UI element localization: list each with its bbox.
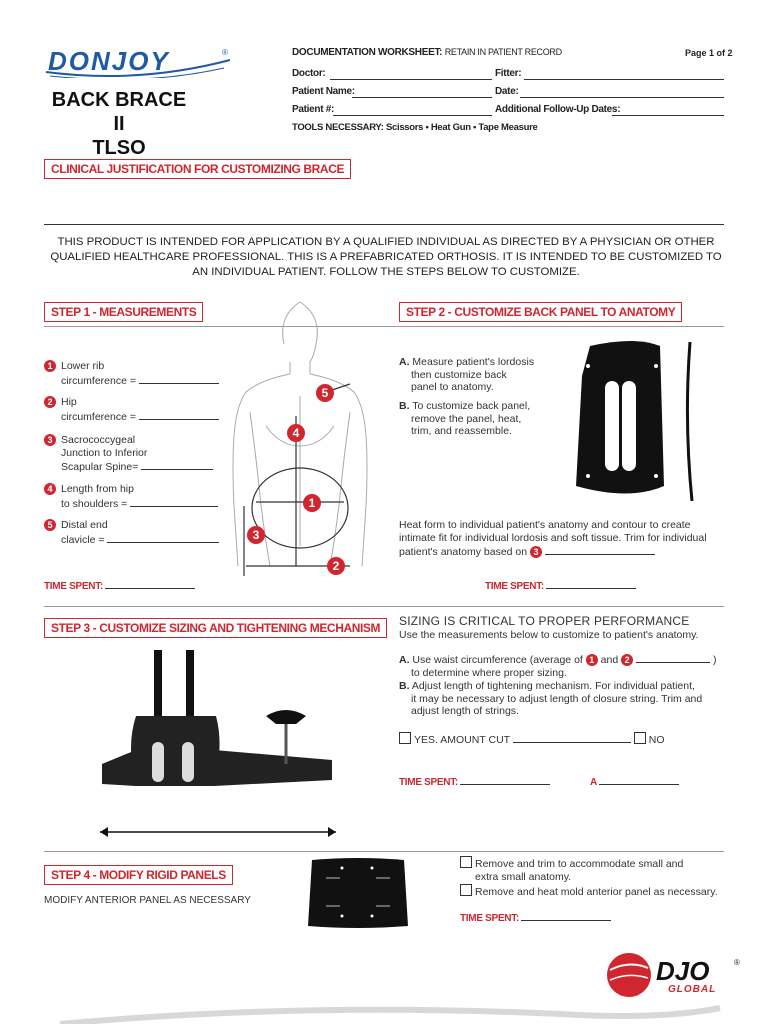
djo-global-logo [606,952,746,1002]
measurement-field[interactable] [139,373,219,384]
product-name [44,88,194,160]
product-name-line2: TLSO [92,137,146,159]
heat-form-line: Heat form to individual patient's anatomy and contour to create [399,519,691,531]
global-text: GLOBAL [668,984,717,995]
time-spent-label: TIME SPENT: [460,913,519,924]
step2-a-text: then customize back [411,368,507,381]
step3-time-spent [399,774,550,788]
follow-up-field[interactable] [612,115,724,116]
step3-a-text: to determine where proper sizing. [411,666,567,679]
clinical-justification-title: CLINICAL JUSTIFICATION FOR CUSTOMIZING BRACE [44,159,351,179]
option-text: Remove and trim to accommodate small and [475,858,684,870]
step1-time-spent [44,578,195,592]
time-spent-label: TIME SPENT: [485,581,544,592]
measurement-label: to shoulders = [61,497,128,510]
option-text: Remove and heat mold anterior panel as necessary. [475,886,718,898]
yes-checkbox[interactable] [399,732,411,744]
page-number: Page 1 of 2 [685,48,733,58]
measurement-3 [44,434,221,474]
patient-name-field[interactable] [352,97,492,98]
worksheet-note: RETAIN IN PATIENT RECORD [444,47,562,57]
diagram-badge-3: 3 [247,526,265,544]
step3-a-text: ) [712,654,717,666]
yes-label: YES. AMOUNT CUT [414,734,510,746]
step3-instruction-a [399,652,729,679]
fitter-label: Fitter: [495,68,522,79]
measurement-badge: 3 [44,434,56,446]
donjoy-logo-text: DONJOY [48,46,170,76]
measurement-label: Lower rib [61,360,105,372]
step2-a-text: panel to anatomy. [411,381,494,393]
intro-text: THIS PRODUCT IS INTENDED FOR APPLICATION BY A QUALIFIED INDIVIDUAL AS DIRECTED BY A PHYSICIAN OR OTHER QUALIFIED HEALTHCARE PROFESSIONAL. THIS IS A PREFABRICATED ORTHOSIS. IT IS INTENDED TO BE CUSTOMIZED TO AN INDIVIDUAL PATIENT. FOLLOW THE STEPS BELOW TO CUSTOMIZE. [50,236,722,278]
brace-tightening-image [96,646,346,846]
diagram-badge-4: 4 [287,424,305,442]
amount-cut-field[interactable] [513,732,631,743]
option-text: extra small anatomy. [475,870,572,883]
sizing-subtitle: Use the measurements below to customize to patient's anatomy. [399,629,699,641]
tools-necessary: TOOLS NECESSARY: Scissors • Heat Gun • Tape Measure [292,122,538,133]
anterior-panel-image [306,856,410,930]
measurement-5 [44,519,221,546]
heat-form-badge: 3 [530,546,542,558]
trim-checkbox[interactable] [460,856,472,868]
measurement-field[interactable] [139,409,219,420]
measurement-field[interactable] [141,459,213,470]
step2-b-text: remove the panel, heat, [411,412,522,425]
measurement-badge: 2 [44,396,56,408]
step3-a-text: and [600,654,619,666]
measurement-badge: 1 [44,360,56,372]
step3-b-text: it may be necessary to adjust length of closure string. Trim and [411,692,703,705]
measurement-label: circumference = [61,410,136,423]
step2-time-spent [485,578,636,592]
measurement-label: Junction to Inferior [61,446,148,459]
measurement-label: circumference = [61,374,136,387]
time-spent-label: TIME SPENT: [44,581,103,592]
a-label: A [590,777,597,788]
measurement-label: Distal end [61,519,108,531]
step2-instruction-b [399,400,549,438]
step-divider [44,851,724,852]
back-panel-illustration [560,336,710,506]
measurement-field[interactable] [130,496,218,507]
djo-text: DJO [656,956,710,986]
date-field[interactable] [520,97,724,98]
step4-option-1 [460,856,740,883]
step4-time-spent [460,910,611,924]
step1-title: STEP 1 - MEASUREMENTS [44,302,203,322]
heat-mold-checkbox[interactable] [460,884,472,896]
measurement-label: Length from hip [61,483,134,495]
step3-b-text: Adjust length of tightening mechanism. For individual patient, [411,680,695,692]
djo-globe-icon [606,952,652,998]
diagram-badge-5: 5 [316,384,334,402]
follow-up-label: Additional Follow-Up Dates: [495,104,621,115]
measurement-label: Scapular Spine= [61,461,139,473]
diagram-badge-1: 1 [303,494,321,512]
step2-a-text: Measure patient's lordosis [412,356,535,368]
back-panel-image [560,336,710,506]
measurement-badge: 1 [586,654,598,666]
heat-form-text [399,519,724,559]
worksheet-label: DOCUMENTATION WORKSHEET: [292,47,443,58]
step3-a-measure [590,774,679,788]
time-spent-field[interactable] [105,578,195,589]
step4-subtitle: MODIFY ANTERIOR PANEL AS NECESSARY [44,895,251,906]
measurement-1 [44,360,221,387]
heat-form-line: intimate fit for individual lordosis and soft tissue. Trim for individual [399,531,707,544]
time-spent-label: TIME SPENT: [399,777,458,788]
time-spent-field[interactable] [460,774,550,785]
step-letter: A. [399,356,410,368]
worksheet-title-row [292,47,562,58]
measurement-label: Hip [61,396,77,408]
brace-illustration [96,646,346,846]
sizing-title: SIZING IS CRITICAL TO PROPER PERFORMANCE [399,614,690,628]
doctor-field[interactable] [330,79,492,80]
waist-field[interactable] [636,652,710,663]
clinical-justification-field[interactable] [44,224,724,225]
doctor-label: Doctor: [292,68,326,79]
measurement-label: clavicle = [61,533,105,546]
step2-title: STEP 2 - CUSTOMIZE BACK PANEL TO ANATOMY [399,302,682,322]
step2-b-text: trim, and reassemble. [411,425,512,437]
registered-mark: ® [222,48,228,57]
measurement-badge: 2 [621,654,633,666]
product-name-line1: BACK BRACE II [51,89,187,135]
step-letter: B. [399,680,410,692]
step3-title: STEP 3 - CUSTOMIZE SIZING AND TIGHTENING MECHANISM [44,618,387,638]
step-divider [44,606,724,607]
step2-instruction-a [399,356,549,394]
step2-b-text: To customize back panel, [412,400,531,412]
step-letter: A. [399,654,410,666]
step-letter: B. [399,400,410,412]
measurement-label: Sacrococcygeal [61,434,136,446]
step3-instruction-b [399,680,729,718]
fitter-field[interactable] [524,79,724,80]
heat-form-field[interactable] [545,544,655,555]
step4-title: STEP 4 - MODIFY RIGID PANELS [44,865,233,885]
date-label: Date: [495,86,519,97]
measurement-field[interactable] [107,532,219,543]
step3-b-text: adjust length of strings. [411,705,519,717]
amount-cut-row [399,732,664,747]
measurement-badge: 5 [44,519,56,531]
heat-form-line: patient's anatomy based on [399,546,528,558]
anterior-panel-illustration [306,856,410,930]
step3-a-text: Use waist circumference (average of [412,654,583,666]
patient-number-label: Patient #: [292,104,335,115]
measurement-4 [44,483,221,510]
diagram-badge-2: 2 [327,557,345,575]
a-field[interactable] [599,774,679,785]
time-spent-field[interactable] [521,910,611,921]
djo-registered: ® [734,958,740,967]
step4-option-2 [460,884,740,899]
measurement-badge: 4 [44,483,56,495]
measurement-2 [44,396,221,423]
no-checkbox[interactable] [634,732,646,744]
no-label: NO [648,734,665,746]
patient-name-label: Patient Name: [292,86,355,97]
time-spent-field[interactable] [546,578,636,589]
patient-number-field[interactable] [333,115,492,116]
donjoy-logo [44,44,234,78]
